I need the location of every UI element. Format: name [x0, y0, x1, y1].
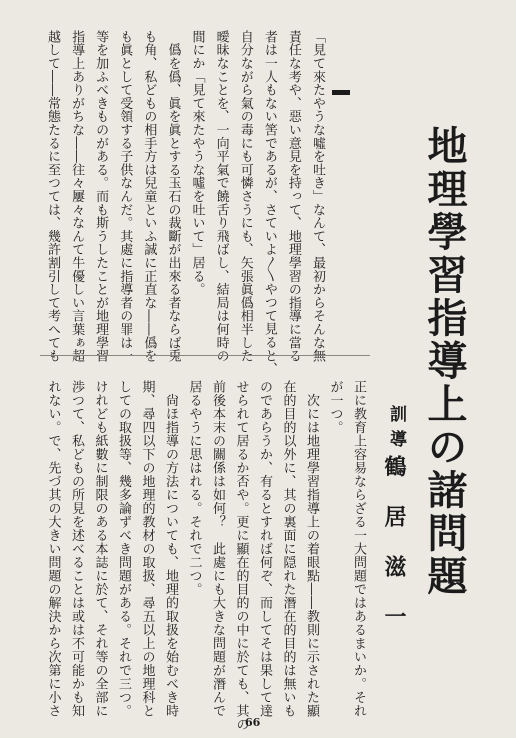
text-column: 僞を僞、眞を眞とする玉石の裁斷が出來る者ならば兎	[165, 30, 181, 363]
text-column: のであらうか、有るとすれば何ぞ、而してそは果して達	[257, 380, 272, 718]
text-column: 「見て來たやうな噓を吐き」なんて、最初からそんな無	[310, 30, 325, 363]
author-role: 訓導	[386, 405, 406, 455]
text-column: 正に教育上容易ならざる一大問題ではあるまいか。それ	[351, 380, 366, 718]
text-column: 次には地理學習指導上の着眼點――教則に示された顯	[304, 380, 319, 718]
text-column: しての取扱等、幾多論ずべき問題がある。それで三つ。	[116, 380, 131, 718]
text-column: 等を加ふべきものがある。而も斯うしたことが地理學習	[93, 30, 109, 363]
text-column: せられて居るか否や。更に顯在的目的の中に於ても、其の	[233, 380, 249, 731]
text-column: 指導上ありがちな――往々屢々なんて牛優しい言葉ぁ超	[69, 30, 85, 363]
text-column: けれども紙數に制限のある本誌に於て、それ等の全部に	[92, 380, 108, 718]
text-column: 者は一人もない筈であるが、さていよ〳〵やつて見ると、	[261, 30, 277, 376]
upper-text-block	[40, 30, 329, 376]
text-column: 尙ほ指導の方法についても、地理的取扱を始むべき時	[163, 380, 178, 718]
text-column: 前後本末の關係は如何？ 此處にも大きな問題が潛んで	[210, 380, 225, 718]
text-column: 責任な考や、惡い意見を持って、地理學習の指導に當る	[285, 30, 301, 363]
text-column: 曖昧なことを、一向平氣で饒舌り飛ばし、結局は何時の	[213, 30, 229, 363]
text-column: 期、尋四以下の地理的教材の取扱、尋五以上の地理科と	[139, 380, 155, 718]
page-number: 66	[245, 716, 261, 729]
text-column: 間にか「見て來たやうな噓を吐いて」居る。	[189, 30, 205, 296]
text-column: 自分ながら氣の毒にも可憐さうにも、矢張眞僞相半した	[237, 30, 253, 363]
section-number-one	[332, 90, 350, 95]
text-column: 渉つて、私どもの所見を述べることは或は不可能かも知	[69, 380, 84, 718]
text-column: が一つ。	[327, 380, 343, 434]
text-column: 在的目的以外に、其の裏面に隠れた潛在的目的は無いも	[280, 380, 296, 718]
text-column: も角、私どもの相手方は兒童といふ誠に正直な――僞を	[141, 30, 157, 363]
text-column: も眞として受領する子供なんだ。其處に指導者の罪は一	[117, 30, 133, 363]
text-column: れない。で、先づ其の大きい問題の解決から次第に小さ	[45, 380, 61, 718]
article-title: 地理學習指導上の諸問題	[421, 125, 468, 598]
text-column: 居るやうに思はれる。それで二つ。	[186, 380, 202, 596]
section-divider	[40, 355, 370, 356]
text-column: 越して――常態たるに至つては、幾許割引して考へても	[44, 30, 60, 363]
author-name: 鶴居滋一	[381, 455, 407, 655]
